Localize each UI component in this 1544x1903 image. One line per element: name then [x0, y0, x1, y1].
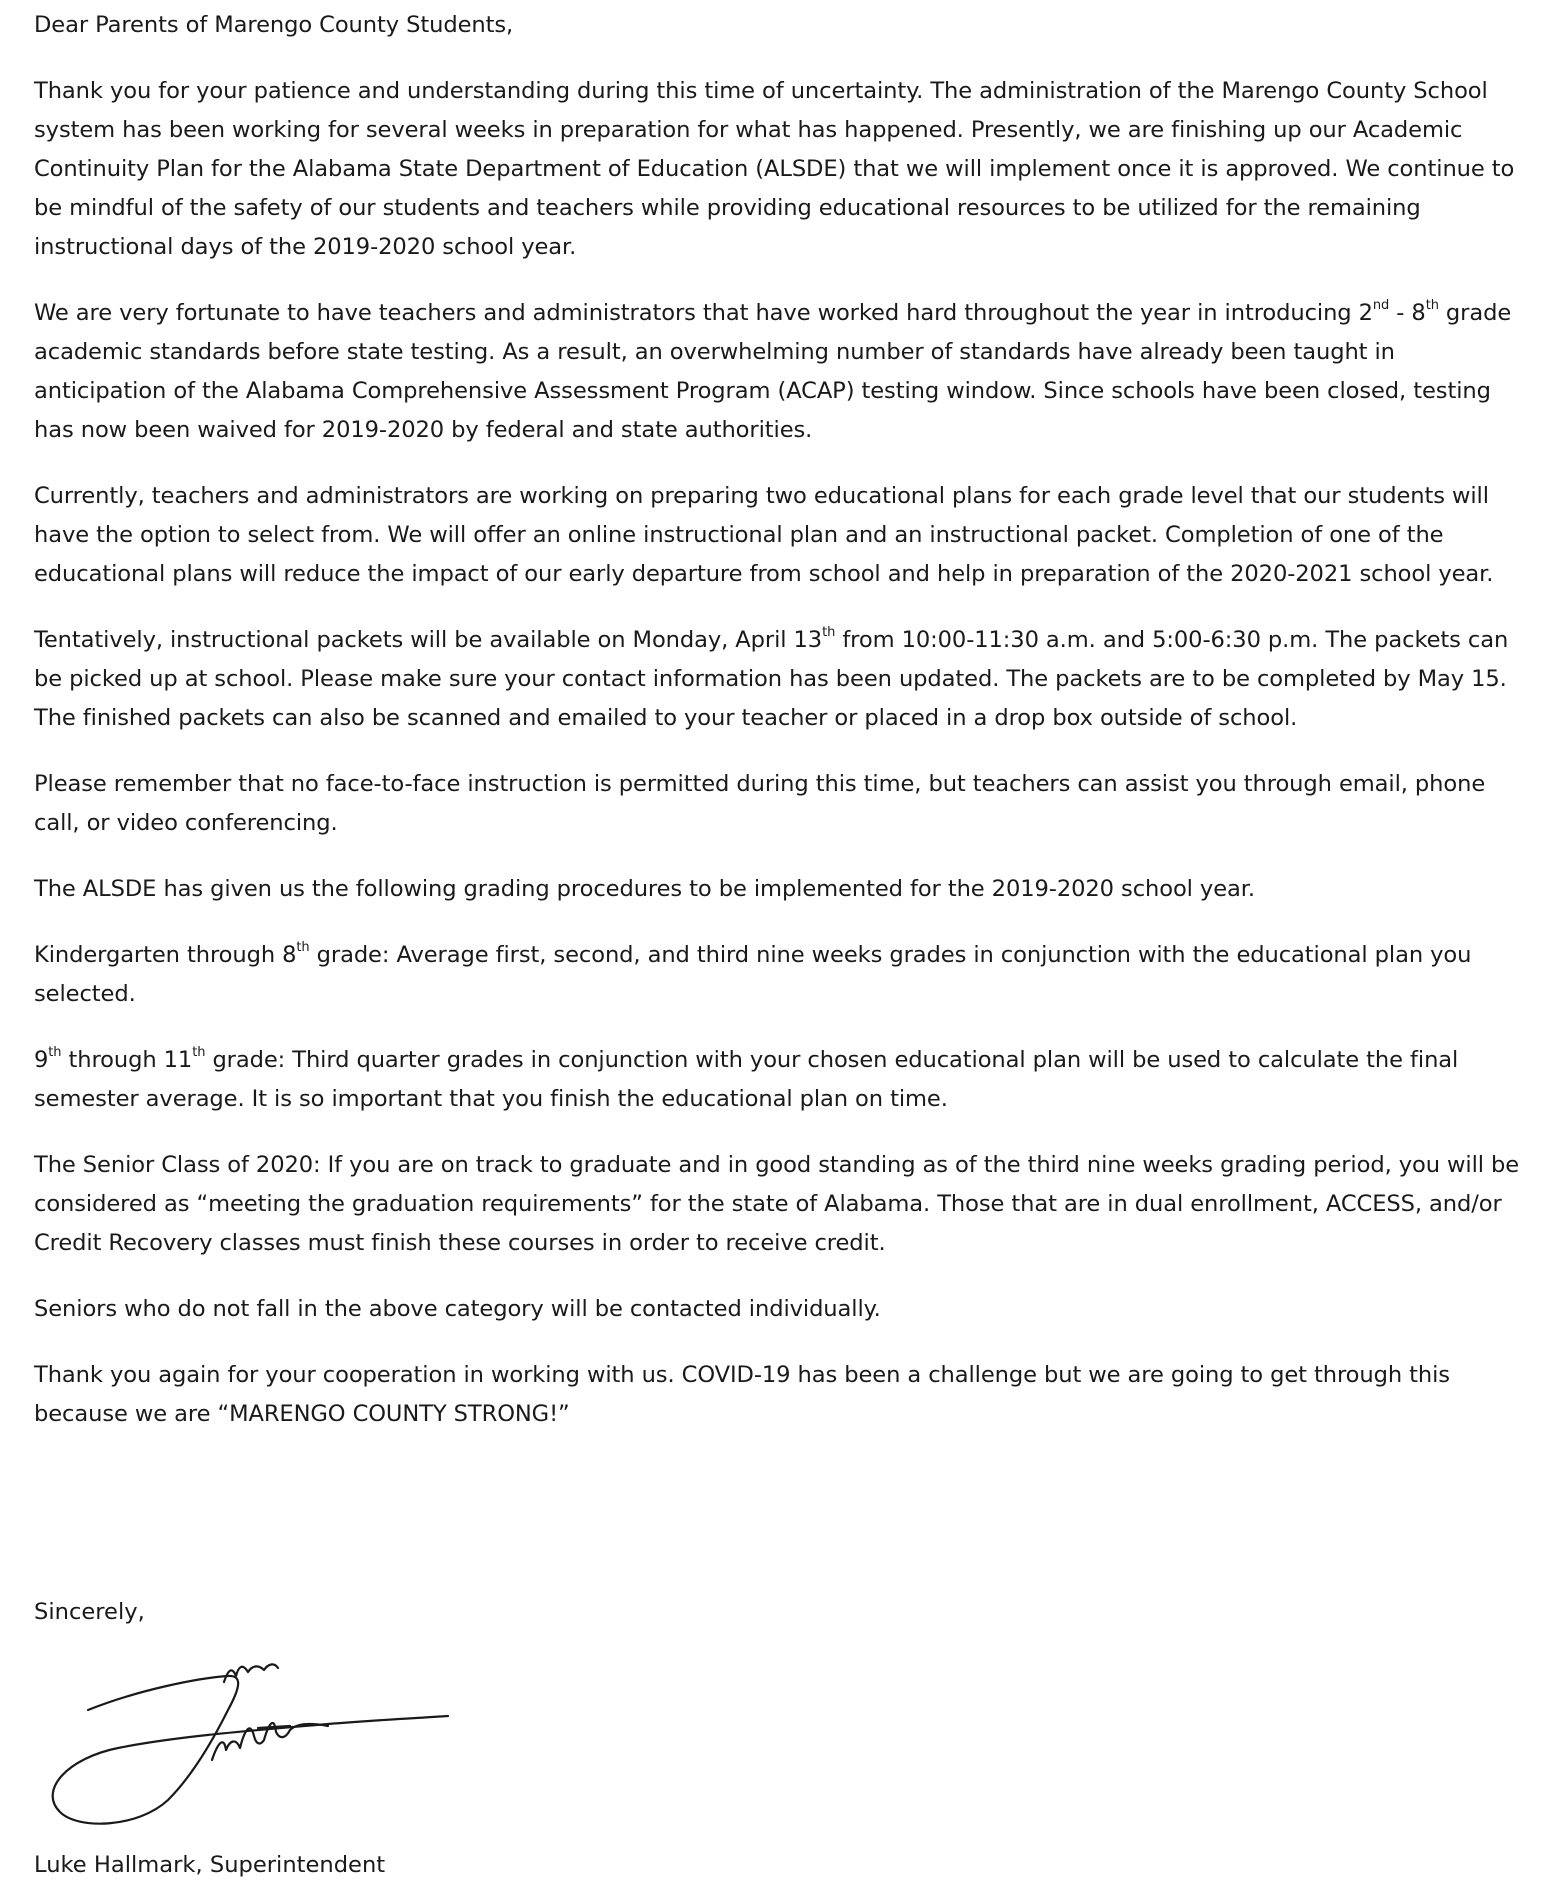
- superscript: th: [48, 1044, 62, 1060]
- text-run: grade: Third quarter grades in conjunction with your chosen educational plan will be used to calculate the final semester average. It is so important that you finish the educational plan on time.: [34, 1047, 1459, 1112]
- paragraph-instruction: Please remember that no face-to-face instruction is permitted during this time, but teachers can assist you through email, phone call, or video conferencing.: [34, 771, 1486, 836]
- superscript: th: [296, 939, 310, 955]
- paragraph-grading-9-11: [34, 1041, 1524, 1119]
- paragraph-seniors: The Senior Class of 2020: If you are on track to graduate and in good standing as of the third nine weeks grading period, you will be considered as “meeting the graduation requirements” for the state of Alabama. Those that are in dual enrollment, ACCESS, and/or Credit Recovery classes must finish these courses in order to receive credit.: [34, 1152, 1520, 1256]
- closing: Sincerely,: [34, 1599, 145, 1625]
- text-run: grade academic standards before state testing. As a result, an overwhelming number of standards have already been taught in anticipation of the Alabama Comprehensive Assessment Program (ACAP) testing window. Since schools have been closed, testing has now been waived for 2019-2020 by federal and state authorities.: [34, 300, 1512, 443]
- paragraph-intro: Thank you for your patience and understanding during this time of uncertainty. The administration of the Marengo County School system has been working for several weeks in preparation for what has happened. Presently, we are finishing up our Academic Continuity Plan for the Alabama State Department of Education (ALSDE) that we will implement once it is approved. We continue to be mindful of the safety of our students and teachers while providing educational resources to be utilized for the remaining instructional days of the 2019-2020 school year.: [34, 78, 1515, 260]
- text-run: 9: [34, 1047, 49, 1073]
- paragraph-thank-you: Thank you again for your cooperation in working with us. COVID-19 has been a challenge but we are going to get through this because we are “MARENGO COUNTY STRONG!”: [34, 1362, 1450, 1427]
- text-run: grade: Average first, second, and third nine weeks grades in conjunction with the educational plan you selected.: [34, 942, 1472, 1007]
- paragraph-educational-plans: Currently, teachers and administrators are working on preparing two educational plans for each grade level that our students will have the option to select from. We will offer an online instructional plan and an instructional packet. Completion of one of the educational plans will reduce the impact of our early departure from school and help in preparation of the 2020-2021 school year.: [34, 483, 1494, 587]
- text-run: Tentatively, instructional packets will be available on Monday, April 13: [34, 627, 823, 653]
- paragraph-grading-k8: [34, 936, 1524, 1014]
- signature-stroke: [53, 1676, 448, 1824]
- paragraph-standards: [34, 294, 1524, 450]
- text-run: through 11: [61, 1047, 193, 1073]
- signature-stroke: [224, 1664, 278, 1682]
- salutation: Dear Parents of Marengo County Students,: [34, 12, 514, 38]
- text-run: We are very fortunate to have teachers and administrators that have worked hard throughout the year in introducing 2: [34, 300, 1373, 326]
- superscript: th: [1425, 297, 1439, 313]
- paragraph-grading-intro: The ALSDE has given us the following grading procedures to be implemented for the 2019-2020 school year.: [34, 876, 1255, 902]
- superscript: th: [822, 624, 836, 640]
- signer-name: Luke Hallmark, Superintendent: [34, 1852, 386, 1878]
- paragraph-packets: [34, 621, 1524, 738]
- superscript: nd: [1372, 297, 1390, 313]
- letter-body: [34, 6, 1524, 1461]
- text-run: from 10:00-11:30 a.m. and 5:00-6:30 p.m. The packets can be picked up at school. Please make sure your contact information has been updated. The packets are to be completed by May 15. The finished packets can also be scanned and emailed to your teacher or placed in a drop box outside of school.: [34, 627, 1509, 731]
- superscript: th: [192, 1044, 206, 1060]
- text-run: Kindergarten through 8: [34, 942, 297, 968]
- text-run: - 8: [1389, 300, 1426, 326]
- signature-image: [28, 1640, 458, 1830]
- paragraph-seniors-other: Seniors who do not fall in the above category will be contacted individually.: [34, 1296, 881, 1322]
